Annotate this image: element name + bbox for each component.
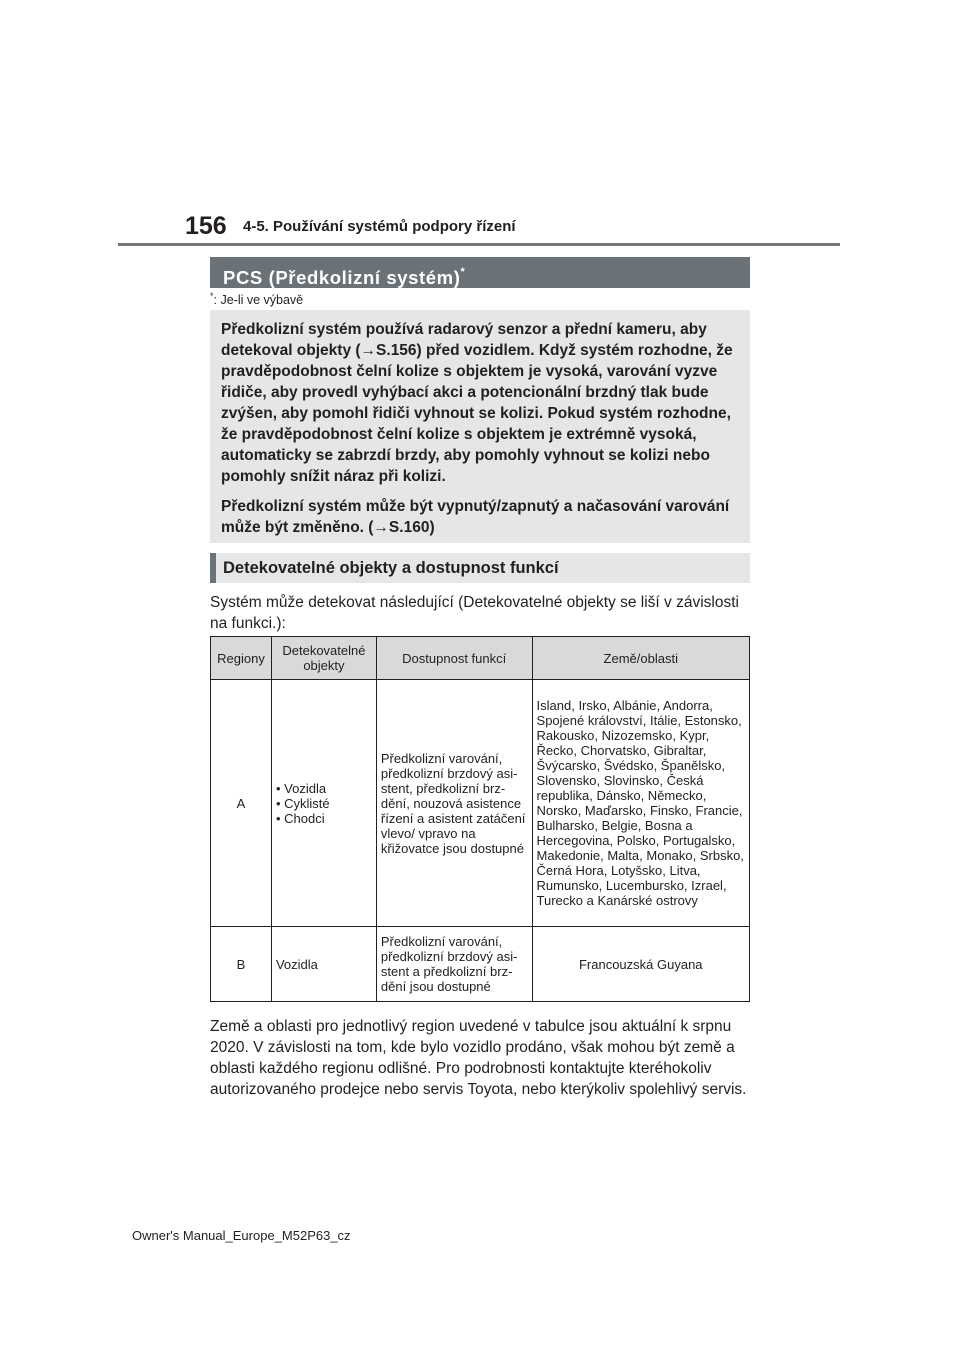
regions-table	[210, 636, 750, 1002]
region-cell: A	[211, 680, 272, 927]
objects-cell: Vozidla	[271, 927, 376, 1002]
list-item: • Chodci	[276, 811, 372, 826]
section-title: PCS (Předkolizní systém)	[223, 267, 461, 288]
list-item: • Vozidla	[276, 781, 372, 796]
intro-paragraph-2: Předkolizní systém může být vypnutý/zapnutý a načasování varování může být změněno. (→S.160)	[221, 498, 730, 536]
page-number: 156	[185, 212, 227, 240]
table-row	[211, 927, 750, 1002]
footnote-text: : Je-li ve výbavě	[213, 293, 304, 308]
footer-label: Owner's Manual_Europe_M52P63_cz	[132, 1228, 351, 1243]
subsection-accent-bar	[210, 553, 216, 583]
objects-list	[276, 781, 372, 826]
countries-cell: Francouzská Guyana	[532, 927, 749, 1002]
footnote-marker: *	[210, 291, 214, 301]
objects-cell	[271, 680, 376, 927]
table-header-row	[211, 637, 750, 680]
header-availability: Dostupnost funkcí	[376, 637, 532, 680]
header-countries: Země/oblasti	[532, 637, 749, 680]
region-cell: B	[211, 927, 272, 1002]
countries-cell: Island, Irsko, Albánie, Andorra, Spojené království, Itálie, Estonsko, Rakousko, Nizozemsko, Kypr, Řecko, Chorvatsko, Gibraltar, Švýcarsko, Švédsko, Španělsko, Slovensko, Slovinsko, Česká republika, Dánsko, Německo, Norsko, Maďarsko, Finsko, Francie, Bulharsko, Belgie, Bosna a Hercegovina, Polsko, Portugalsko, Makedonie, Malta, Monako, Srbsko, Černá Hora, Lotyšsko, Litva, Rumunsko, Lucembursko, Izrael, Turecko a Kanárské ostrovy	[532, 680, 749, 927]
intro-box	[210, 310, 750, 543]
chapter-title: 4-5. Používání systémů podpory řízení	[243, 218, 516, 235]
header-divider	[118, 243, 840, 246]
header-regions: Regiony	[211, 637, 272, 680]
section-title-banner	[210, 257, 750, 288]
availability-footnote	[210, 291, 303, 307]
availability-cell: Předkolizní varování, předkolizní brzdový asistent, předkolizní brzdění, nouzová asistence řízení a asistent zatáčení vlevo/ vpravo na křižovatce jsou dostupné	[376, 680, 532, 927]
list-item: • Cyklisté	[276, 796, 372, 811]
intro-paragraph-1: Předkolizní systém používá radarový senzor a přední kameru, aby detekoval objekty (→S.156) před vozidlem. Když systém rozhodne, že pravděpodobnost čelní kolize s objektem je vysoká, varování vyzve řidiče, aby provedl vyhýbací akci a potencionální brzdný tlak bude zvýšen, aby pomohl řidiči vyhnout se kolizi. Pokud systém rozhodne, že pravděpodobnost čelní kolize s objektem je extrémně vysoká, automaticky se zabrzdí brzdy, aby pomohly vyhnout se kolizi nebo pomohly snížit náraz při kolizi.	[221, 321, 733, 485]
subsection-banner	[210, 553, 750, 583]
availability-cell: Předkolizní varování, předkolizní brzdový asistent a předkolizní brzdění jsou dostupné	[376, 927, 532, 1002]
subsection-title: Detekovatelné objekty a dostupnost funkcí	[223, 559, 559, 577]
subsection-lead: Systém může detekovat následující (Detekovatelné objekty se liší v závislosti na funkci.):	[210, 594, 739, 632]
table-row	[211, 680, 750, 927]
header-objects: Detekovatelné objekty	[271, 637, 376, 680]
section-title-marker: *	[460, 266, 465, 278]
closing-paragraph: Země a oblasti pro jednotlivý region uvedené v tabulce jsou aktuální k srpnu 2020. V závislosti na tom, kde bylo vozidlo prodáno, však mohou být země a oblasti každého regionu odlišné. Pro podrobnosti kontaktujte kteréhokoliv autorizovaného prodejce nebo servis Toyota, nebo kterýkoliv spolehlivý servis.	[210, 1018, 747, 1098]
